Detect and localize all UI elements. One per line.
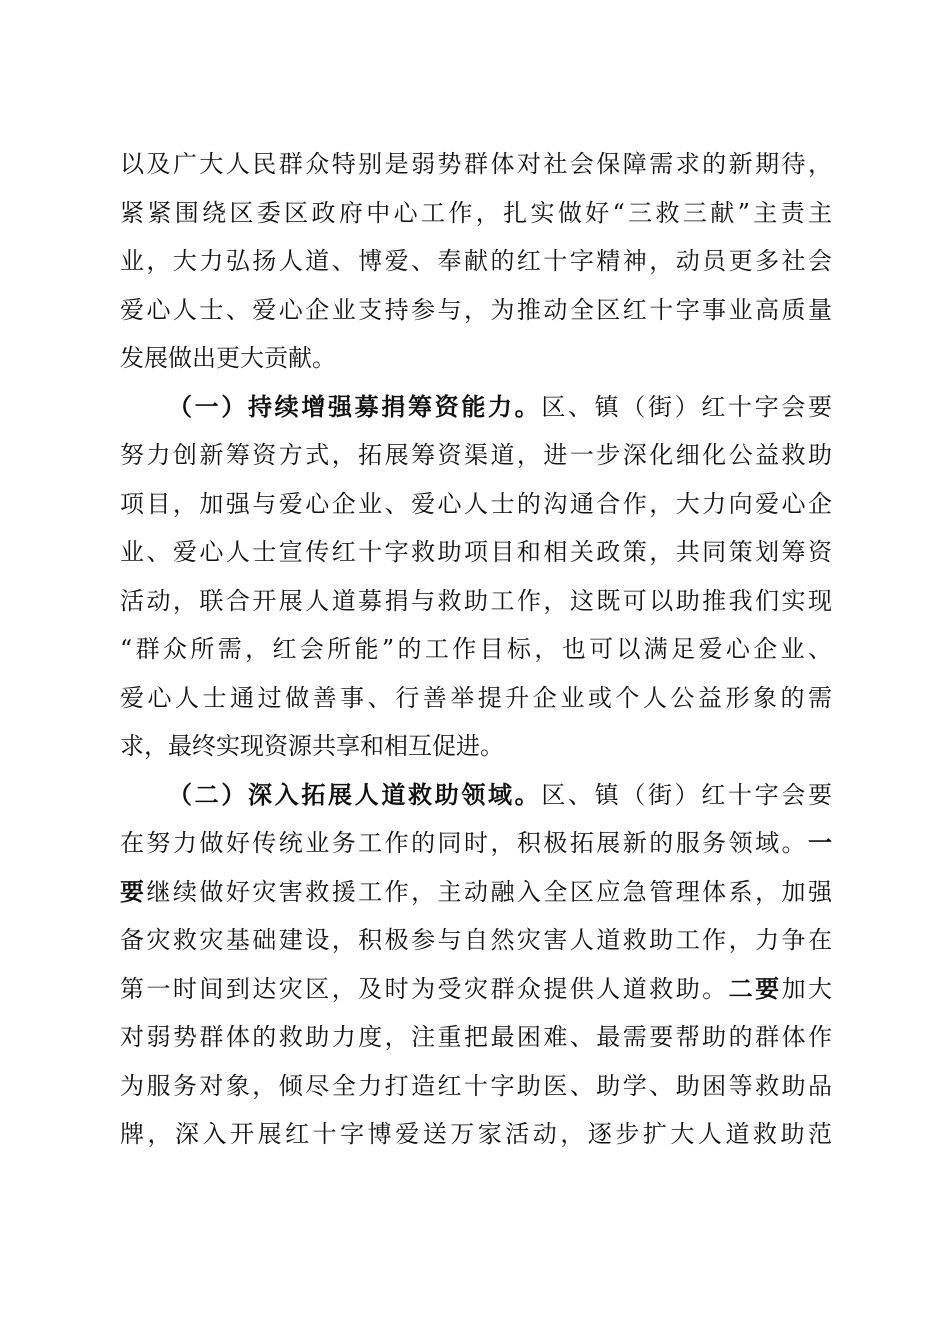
- text-span: 继续做好灾害救援工作，主动融入全区应急管理体系，加强: [146, 877, 833, 906]
- text-line: 活动，联合开展人道募捐与救助工作，这既可以助推我们实现: [120, 586, 832, 615]
- text-line: 业，大力弘扬人道、博爱、奉献的红十字精神，动员更多社会: [120, 247, 832, 275]
- text-line: 以及广大人民群众特别是弱势群体对社会保障需求的新期待，: [120, 150, 832, 178]
- text-line: [120, 383, 832, 432]
- section-heading: （一）持续增强募捐筹资能力。: [168, 391, 542, 421]
- section-heading: （二）深入拓展人道救助领域。: [168, 779, 542, 809]
- text-line: [120, 965, 832, 1014]
- text-span: 在努力做好传统业务工作的同时，积极拓展新的服务领域。: [120, 829, 808, 857]
- paragraph-1: [120, 140, 832, 383]
- text-line: 爱心人士、爱心企业支持参与，为推动全区红十字事业高质量: [120, 295, 832, 324]
- text-line: [120, 771, 832, 820]
- text-line: 业、爱心人士宣传红十字救助项目和相关政策，共同策划筹资: [120, 538, 832, 566]
- text-line: 牌，深入开展红十字博爱送万家活动，逐步扩大人道救助范: [120, 1120, 832, 1148]
- text-span: 区、镇（街）红十字会要: [541, 392, 833, 421]
- emphasis-text: 要: [120, 876, 147, 906]
- text-line: 对弱势群体的救助力度，注重把最困难、最需要帮助的群体作: [120, 1023, 832, 1051]
- text-span: 区、镇（街）红十字会要: [541, 780, 833, 809]
- text-line: “群众所需，红会所能”的工作目标，也可以满足爱心企业、: [120, 635, 832, 663]
- paragraph-2: [120, 383, 832, 771]
- text-span: 加大: [781, 974, 833, 1003]
- text-span: 第一时间到达灾区，及时为受灾群众提供人道救助。: [120, 974, 729, 1003]
- text-line: 为服务对象，倾尽全力打造红十字助医、助学、助困等救助品: [120, 1071, 832, 1100]
- paragraph-3: [120, 771, 832, 1159]
- document-page: [120, 140, 832, 1159]
- text-line: [120, 868, 832, 917]
- emphasis-text: 二要: [728, 973, 782, 1003]
- emphasis-text: 一: [808, 828, 832, 857]
- text-line: [120, 819, 832, 868]
- text-line: 备灾救灾基础建设，积极参与自然灾害人道救助工作，力争在: [120, 926, 832, 954]
- text-line: 努力创新筹资方式，拓展筹资渠道，进一步深化细化公益救助: [120, 441, 832, 469]
- text-line: 项目，加强与爱心企业、爱心人士的沟通合作，大力向爱心企: [120, 489, 832, 518]
- text-line: 发展做出更大贡献。: [120, 344, 336, 372]
- text-line: 爱心人士通过做善事、行善举提升企业或个人公益形象的需: [120, 683, 832, 712]
- text-line: 求，最终实现资源共享和相互促进。: [120, 732, 504, 760]
- text-line: 紧紧围绕区委区政府中心工作，扎实做好“三救三献”主责主: [120, 198, 832, 227]
